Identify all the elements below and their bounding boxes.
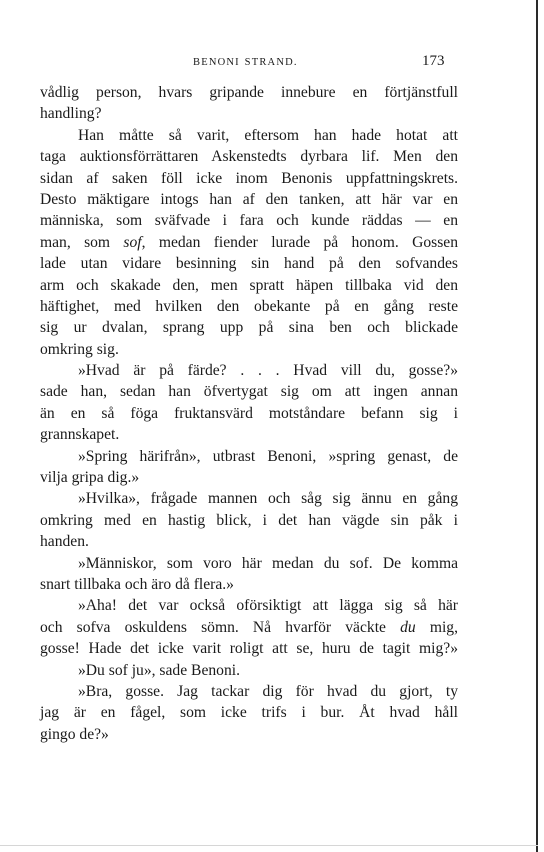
text-line: man, som sof, medan fiender lurade på honom. Gossen [40,233,458,251]
text-line: arm och skakade den, men spratt häpen tillbaka vid den [40,276,458,294]
text-line: vilja gripa dig.» [40,469,140,487]
text-line: »Hvad är på färde? . . . Hvad vill du, gosse?» [78,362,458,380]
text-line: omkring sig. [40,340,119,358]
page-number: 173 [422,53,445,69]
text-line: och sofva oskuldens sömn. Nå hvarför väckte du mig, [40,618,458,636]
emphasis: sof [123,233,142,251]
text-line: än en så föga fruktansvärd motståndare befann sig i [40,404,458,422]
text-line: gosse! Hade det icke varit roligt att se, huru de tagit mig?» [40,640,458,658]
text-line: »Du sof ju», sade Benoni. [78,661,240,679]
text-line: handen. [40,533,89,551]
running-head [0,54,544,74]
text-line: grannskapet. [40,426,120,444]
emphasis: du [400,618,416,636]
text-line: sig ur dvalan, sprang upp på sina ben och blickade [40,319,458,337]
text-line: taga auktionsförrättaren Askenstedts dyrbara lif. Men den [40,148,458,166]
bottom-rule [0,845,538,846]
running-title: BENONI STRAND. [193,57,298,68]
text-line: Han måtte så varit, eftersom han hade hotat att [78,126,458,144]
text-line: »Hvilka», frågade mannen och såg sig ännu en gång [78,490,458,508]
text-line: häftighet, med hvilken den obekante på en gång reste [40,297,458,315]
text-line: människa, som sväfvade i fara och kunde räddas — en [40,212,458,230]
page-edge [536,0,538,852]
text-line: »Människor, som voro här medan du sof. De komma [78,554,458,572]
text-line: snart tillbaka och äro då flera.» [40,575,234,593]
body-text [40,82,458,745]
text-line: handling? [40,105,102,123]
text-line: Desto mäktigare intogs han af den tanken, att här var en [40,190,458,208]
text-line: sidan af saken föll icke inom Benonis uppfattningskrets. [40,169,458,187]
text-line: omkring med en hastig blick, i det han vägde sin påk i [40,511,458,529]
text-line: »Spring härifrån», utbrast Benoni, »spring genast, de [78,447,458,465]
text-line: gingo de?» [40,725,109,743]
text-line: lade utan vidare besinning sin hand på den sofvandes [40,255,458,273]
text-line: »Bra, gosse. Jag tackar dig för hvad du gjort, ty [78,682,458,700]
text-line: sade han, sedan han öfvertygat sig om att ingen annan [40,383,458,401]
text-line: jag är en fågel, som icke trifs i bur. Åt hvad håll [40,704,458,722]
text-line: »Aha! det var också oförsiktigt att lägga sig så här [78,597,458,615]
text-line: vådlig person, hvars gripande innebure en förtjänstfull [40,84,458,101]
